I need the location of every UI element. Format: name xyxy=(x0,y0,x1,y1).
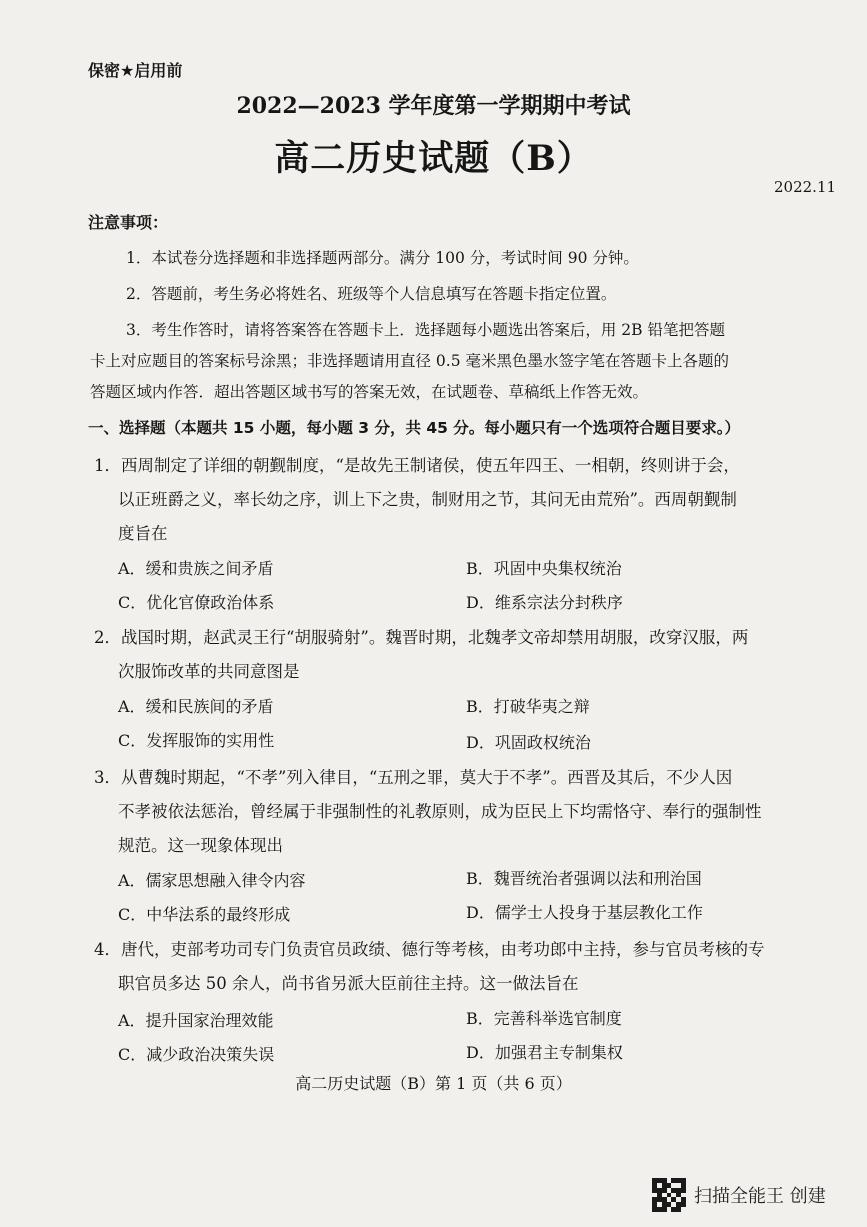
question-2-option-b: B．打破华夷之辩 xyxy=(466,697,590,716)
question-4-option-d: D．加强君主专制集权 xyxy=(466,1043,623,1062)
question-2-line: 次服饰改革的共同意图是 xyxy=(118,662,300,681)
question-4-line: 职官员多达 50 余人，尚书省另派大臣前往主持。这一做法旨在 xyxy=(118,974,579,993)
scanner-watermark xyxy=(652,1178,826,1212)
question-4-line: 4．唐代，吏部考功司专门负责官员政绩、德行等考核，由考功郎中主持，参与官员考核的专 xyxy=(94,940,765,959)
question-4-option-b: B．完善科举选官制度 xyxy=(466,1009,622,1028)
notice-line: 答题区域内作答．超出答题区域书写的答案无效，在试题卷、草稿纸上作答无效。 xyxy=(90,383,649,401)
question-1-option-a: A．缓和贵族之间矛盾 xyxy=(118,559,274,578)
question-2-option-d: D．巩固政权统治 xyxy=(466,733,591,752)
confidential-label: 保密★启用前 xyxy=(88,61,183,80)
scanner-watermark-text: 扫描全能王 创建 xyxy=(694,1186,826,1207)
question-3-option-c: C．中华法系的最终形成 xyxy=(118,905,291,924)
notice-heading: 注意事项： xyxy=(88,213,169,232)
notice-line: 1．本试卷分选择题和非选择题两部分。满分 100 分，考试时间 90 分钟。 xyxy=(126,249,639,267)
question-3-option-a: A．儒家思想融入律令内容 xyxy=(118,871,306,890)
question-4-option-a: A．提升国家治理效能 xyxy=(118,1011,274,1030)
exam-year-heading: 2022—2023 学年度第一学期期中考试 xyxy=(236,93,631,119)
question-1-line: 1．西周制定了详细的朝觐制度，“是故先王制诸侯，使五年四王、一相朝，终则讲于会， xyxy=(94,456,740,475)
question-3-line: 不孝被依法惩治，曾经属于非强制性的礼教原则，成为臣民上下均需恪守、奉行的强制性 xyxy=(118,802,762,821)
qr-code-icon xyxy=(652,1178,686,1212)
question-3-option-b: B．魏晋统治者强调以法和刑治国 xyxy=(466,869,702,888)
question-2-option-a: A．缓和民族间的矛盾 xyxy=(118,697,274,716)
question-1-line: 以正班爵之义，率长幼之序，训上下之贵，制财用之节，其问无由荒殆”。西周朝觐制 xyxy=(118,490,737,509)
question-1-option-b: B．巩固中央集权统治 xyxy=(466,559,622,578)
question-3-line: 3．从曹魏时期起，“不孝”列入律目，“五刑之罪，莫大于不孝”。西晋及其后，不少人因 xyxy=(94,768,733,787)
page-title: 高二历史试题（B） xyxy=(274,138,593,179)
question-1-line: 度旨在 xyxy=(118,524,168,543)
section-heading: 一、选择题（本题共 15 小题，每小题 3 分，共 45 分。每小题只有一个选项符合题目要求。） xyxy=(88,419,741,437)
question-2-option-c: C．发挥服饰的实用性 xyxy=(118,731,275,750)
notice-line: 3．考生作答时，请将答案答在答题卡上．选择题每小题选出答案后，用 2B 铅笔把答题 xyxy=(126,321,725,339)
exam-date: 2022.11 xyxy=(774,178,837,196)
question-1-option-c: C．优化官僚政治体系 xyxy=(118,593,275,612)
question-1-option-d: D．维系宗法分封秩序 xyxy=(466,593,623,612)
question-2-line: 2．战国时期，赵武灵王行“胡服骑射”。魏晋时期，北魏孝文帝却禁用胡服，改穿汉服，两 xyxy=(94,628,749,647)
question-3-option-d: D．儒学士人投身于基层教化工作 xyxy=(466,903,703,922)
page-footer: 高二历史试题（B）第 1 页（共 6 页） xyxy=(295,1074,572,1093)
question-3-line: 规范。这一现象体现出 xyxy=(118,836,283,855)
question-4-option-c: C．减少政治决策失误 xyxy=(118,1045,275,1064)
notice-line: 2．答题前，考生务必将姓名、班级等个人信息填写在答题卡指定位置。 xyxy=(126,285,617,303)
notice-line: 卡上对应题目的答案标号涂黑；非选择题请用直径 0.5 毫米黑色墨水签字笔在答题卡上各题的 xyxy=(90,352,730,370)
